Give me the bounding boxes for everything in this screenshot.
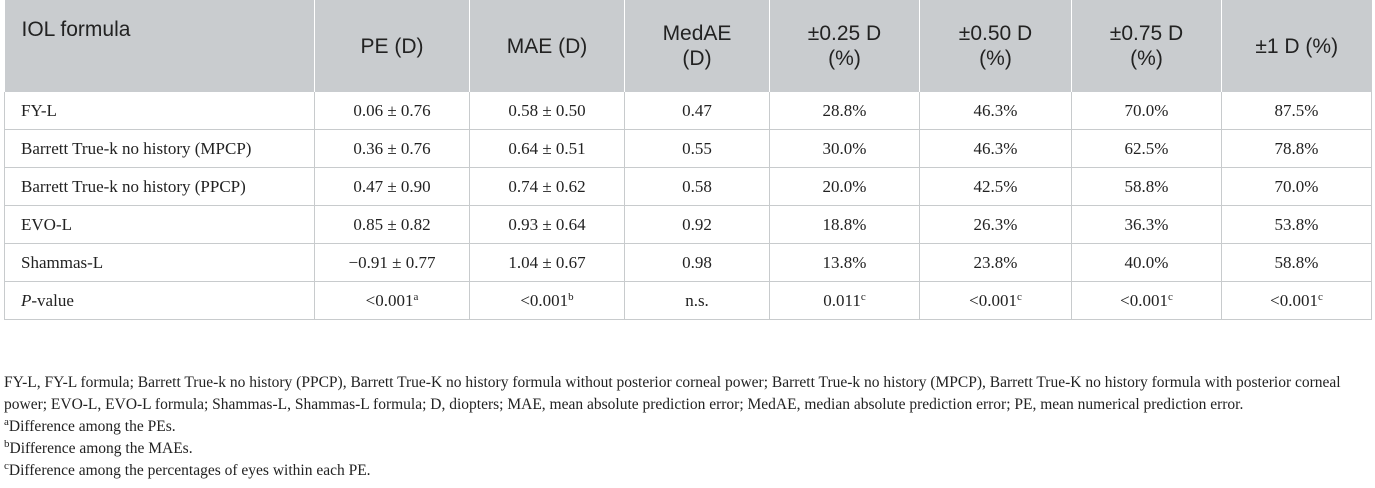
footnote-marker: c [1317, 290, 1323, 303]
pvalue-value: n.s. [685, 290, 709, 310]
header-label: ±1 D (%) [1255, 34, 1339, 58]
value-cell: 70.0% [1072, 92, 1222, 130]
header-label: ±0.50 D [958, 22, 1033, 45]
value-cell: 0.64 ± 0.51 [470, 130, 625, 168]
pvalue-row [5, 282, 1372, 320]
header-label: MAE (D) [506, 34, 588, 58]
value-cell: 70.0% [1222, 168, 1372, 206]
value-cell: 13.8% [770, 244, 920, 282]
pvalue-value: <0.001 [1270, 290, 1318, 310]
footnote-text: Difference among the PEs. [8, 418, 176, 435]
formula-name-cell: Barrett True-k no history (PPCP) [5, 168, 315, 206]
value-cell: 62.5% [1072, 130, 1222, 168]
value-cell: 0.55 [625, 130, 770, 168]
header-cell [5, 0, 315, 92]
formula-name-cell: EVO-L [5, 206, 315, 244]
value-cell: 78.8% [1222, 130, 1372, 168]
pvalue-cell [315, 282, 470, 320]
pvalue-value: 0.011 [823, 290, 861, 310]
footnote-marker: c [860, 290, 866, 303]
value-cell: 1.04 ± 0.67 [470, 244, 625, 282]
pvalue-value: <0.001 [520, 290, 569, 310]
value-cell: 36.3% [1072, 206, 1222, 244]
footnote-text: Difference among the MAEs. [9, 440, 193, 457]
value-cell: 18.8% [770, 206, 920, 244]
footnote-mark: b [4, 438, 10, 450]
header-label: MedAE [662, 22, 732, 45]
value-cell: 0.85 ± 0.82 [315, 206, 470, 244]
pvalue-label-rest: -value [31, 290, 74, 310]
value-cell: 0.06 ± 0.76 [315, 92, 470, 130]
pvalue-cell [770, 282, 920, 320]
table-row [5, 206, 1372, 244]
footnote-marker: c [1167, 290, 1173, 303]
value-cell: 0.58 [625, 168, 770, 206]
header-cell [625, 0, 770, 92]
pvalue-value: <0.001 [1120, 290, 1168, 310]
pvalue-label-cell [5, 282, 315, 320]
value-cell: 58.8% [1222, 244, 1372, 282]
value-cell: 0.58 ± 0.50 [470, 92, 625, 130]
footnote-item [4, 416, 1371, 438]
header-cell [920, 0, 1072, 92]
pvalue-value: <0.001 [365, 290, 414, 310]
header-cell [1222, 0, 1372, 92]
footnote-marker: a [413, 290, 419, 303]
results-table-container [4, 0, 1371, 320]
value-cell: 0.93 ± 0.64 [470, 206, 625, 244]
value-cell: −0.91 ± 0.77 [315, 244, 470, 282]
pvalue-cell [470, 282, 625, 320]
value-cell: 42.5% [920, 168, 1072, 206]
table-body [5, 92, 1372, 320]
value-cell: 23.8% [920, 244, 1072, 282]
header-label: (%) [828, 47, 861, 70]
value-cell: 0.47 [625, 92, 770, 130]
table-header-row [5, 0, 1372, 92]
header-label: PE (D) [360, 34, 424, 58]
header-label: IOL formula [21, 18, 131, 41]
value-cell: 20.0% [770, 168, 920, 206]
footnote-list [4, 416, 1371, 482]
value-cell: 40.0% [1072, 244, 1222, 282]
header-cell [470, 0, 625, 92]
formula-name-cell: Barrett True-k no history (MPCP) [5, 130, 315, 168]
value-cell: 46.3% [920, 130, 1072, 168]
table-row [5, 130, 1372, 168]
formula-name-cell: FY-L [5, 92, 315, 130]
table-row [5, 244, 1372, 282]
value-cell: 0.92 [625, 206, 770, 244]
value-cell: 0.74 ± 0.62 [470, 168, 625, 206]
value-cell: 0.36 ± 0.76 [315, 130, 470, 168]
iol-formula-results-table [4, 0, 1372, 320]
header-label: ±0.75 D [1109, 22, 1184, 45]
pvalue-label-italic: P [21, 290, 32, 310]
header-cell [1072, 0, 1222, 92]
header-cell [315, 0, 470, 92]
header-label: (D) [682, 47, 712, 70]
value-cell: 30.0% [770, 130, 920, 168]
formula-name-cell: Shammas-L [5, 244, 315, 282]
value-cell: 28.8% [770, 92, 920, 130]
pvalue-cell [920, 282, 1072, 320]
footnote-item [4, 438, 1371, 460]
footnote-mark: a [4, 416, 9, 428]
footnote-marker: c [1016, 290, 1022, 303]
footnote-item [4, 460, 1371, 482]
footnote-text: Difference among the percentages of eyes within each PE. [8, 462, 371, 479]
pvalue-cell [625, 282, 770, 320]
value-cell: 46.3% [920, 92, 1072, 130]
value-cell: 53.8% [1222, 206, 1372, 244]
pvalue-cell [1072, 282, 1222, 320]
header-label: ±0.25 D [807, 22, 882, 45]
value-cell: 87.5% [1222, 92, 1372, 130]
abbreviations-note: FY-L, FY-L formula; Barrett True-k no history (PPCP), Barrett True-K no history formula without posterior corneal power; Barrett True-k no history (MPCP), Barrett True-K no history formula with posterior corneal power; EVO-L, EVO-L formula; Shammas-L, Shammas-L formula; D, diopters; MAE, mean absolute prediction error; MedAE, median absolute prediction error; PE, mean numerical prediction error. [4, 374, 1341, 413]
footnote-marker: b [568, 290, 574, 303]
table-row [5, 92, 1372, 130]
header-label: (%) [1130, 47, 1163, 70]
header-label: (%) [979, 47, 1012, 70]
header-cell [770, 0, 920, 92]
pvalue-value: <0.001 [969, 290, 1017, 310]
value-cell: 26.3% [920, 206, 1072, 244]
pvalue-cell [1222, 282, 1372, 320]
value-cell: 0.98 [625, 244, 770, 282]
table-footnotes [4, 372, 1371, 482]
value-cell: 58.8% [1072, 168, 1222, 206]
table-row [5, 168, 1372, 206]
footnote-mark: c [4, 460, 9, 472]
value-cell: 0.47 ± 0.90 [315, 168, 470, 206]
